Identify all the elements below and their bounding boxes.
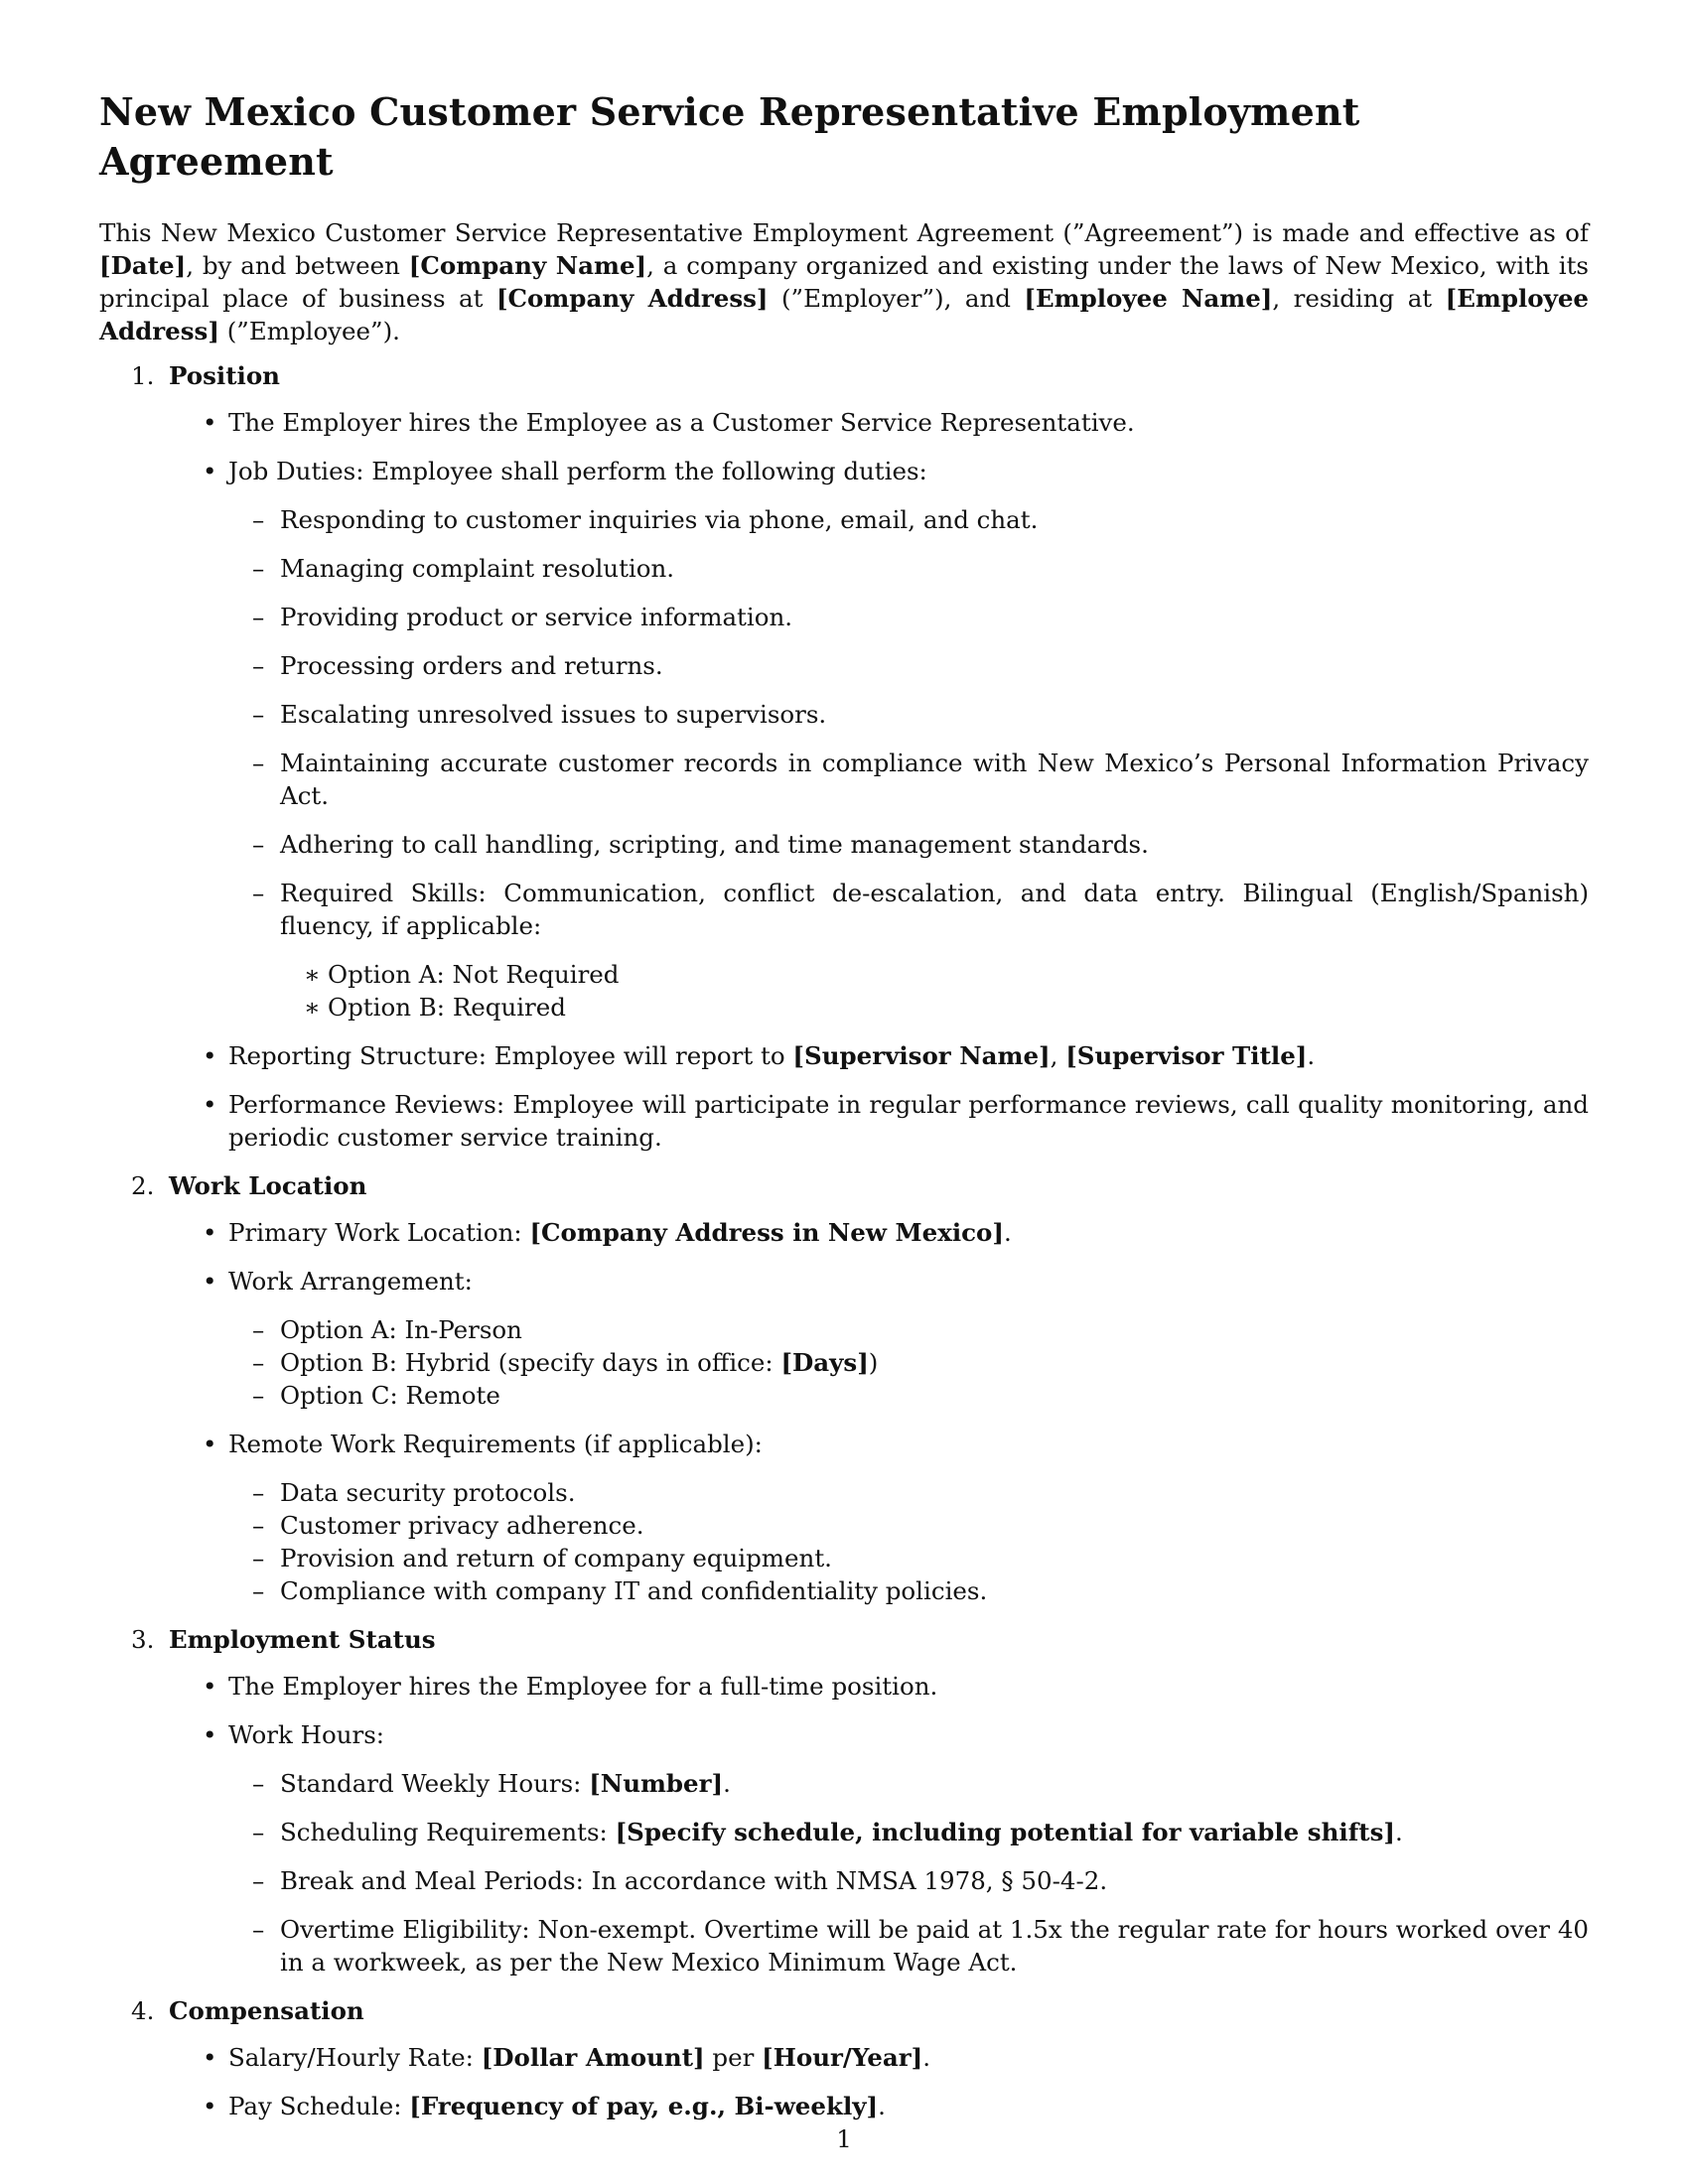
option-item [228, 1346, 1589, 1379]
supervisor-name-placeholder: [Supervisor Name] [792, 1041, 1051, 1070]
list-item [169, 455, 1589, 1024]
document-title: New Mexico Customer Service Representative Employment Agreement [99, 89, 1360, 184]
duties-list [228, 503, 1589, 1024]
list-item [169, 1428, 1589, 1607]
list-item [169, 1039, 1589, 1072]
item-text: , [1050, 1041, 1066, 1070]
document-page [99, 87, 1589, 2138]
dollar-amount-placeholder: [Dollar Amount] [481, 2043, 705, 2072]
item-text: Standard Weekly Hours: [280, 1769, 590, 1798]
hours-item: – Break and Meal Periods: In accordance with NMSA 1978, § 50-4-2. [228, 1864, 1589, 1897]
intro-text: (”Employer”), and [768, 284, 1025, 313]
bullet-list [169, 406, 1589, 1154]
intro-text: This New Mexico Customer Service Representative Employment Agreement (”Agreement”) is made and effective as of [99, 218, 1589, 247]
rate-unit-placeholder: [Hour/Year] [762, 2043, 923, 2072]
company-address-placeholder: [Company Address] [495, 284, 769, 313]
item-text: . [878, 2092, 886, 2120]
section-position [99, 359, 1589, 1154]
intro-text: , by and between [186, 251, 409, 280]
section-number: 2. [131, 1171, 155, 1200]
employee-name-placeholder: [Employee Name] [1024, 284, 1273, 313]
item-text: Job Duties: Employee shall perform the following duties: [228, 457, 927, 485]
item-text: Required Skills: Communication, conflict de-escalation, and data entry. Bilingual (English/Spanish) fluency, if applicable: [280, 879, 1589, 940]
item-text: . [1003, 1218, 1012, 1247]
company-name-placeholder: [Company Name] [408, 251, 647, 280]
section-heading [131, 1994, 1589, 2027]
hours-item [228, 1816, 1589, 1848]
work-hours-list [228, 1767, 1589, 1979]
duty-item: – Adhering to call handling, scripting, and time management standards. [228, 828, 1589, 861]
intro-text: (”Employee”). [218, 317, 400, 345]
item-text: Reporting Structure: Employee will report to [228, 1041, 793, 1070]
days-placeholder: [Days] [780, 1348, 869, 1377]
section-work-location [99, 1169, 1589, 1607]
option-item: ∗ Option B: Required [280, 991, 1589, 1024]
item-text: . [922, 2043, 930, 2072]
section-heading [131, 1169, 1589, 1202]
duty-item [228, 877, 1589, 1024]
duty-item: – Managing complaint resolution. [228, 552, 1589, 585]
item-text: Scheduling Requirements: [280, 1818, 616, 1846]
hours-item [228, 1767, 1589, 1800]
arrangement-options [228, 1313, 1589, 1412]
section-number: 3. [131, 1625, 155, 1654]
supervisor-title-placeholder: [Supervisor Title] [1065, 1041, 1308, 1070]
item-text: Pay Schedule: [228, 2092, 410, 2120]
option-item: – Option C: Remote [228, 1379, 1589, 1412]
item-text: Salary/Hourly Rate: [228, 2043, 482, 2072]
requirement-item: – Data security protocols. [228, 1476, 1589, 1509]
item-text: Option B: Hybrid (specify days in office: [280, 1348, 781, 1377]
item-text: . [1394, 1818, 1403, 1846]
bilingual-options [280, 958, 1589, 1024]
section-heading [131, 1623, 1589, 1656]
number-placeholder: [Number] [589, 1769, 724, 1798]
item-text: Primary Work Location: [228, 1218, 530, 1247]
section-number: 1. [131, 361, 155, 390]
list-item [169, 1216, 1589, 1249]
requirement-item: – Compliance with company IT and confidentiality policies. [228, 1574, 1589, 1607]
bullet-list [169, 2041, 1589, 2122]
duty-item: – Processing orders and returns. [228, 649, 1589, 682]
hours-item: – Overtime Eligibility: Non-exempt. Overtime will be paid at 1.5x the regular rate for hours worked over 40 in a workweek, as per the New Mexico Minimum Wage Act. [228, 1913, 1589, 1979]
duty-item: – Providing product or service information. [228, 601, 1589, 633]
schedule-placeholder: [Specify schedule, including potential for variable shifts] [615, 1818, 1395, 1846]
work-location-placeholder: [Company Address in New Mexico] [529, 1218, 1004, 1247]
pay-frequency-placeholder: [Frequency of pay, e.g., Bi-weekly] [409, 2092, 879, 2120]
requirement-item: – Provision and return of company equipment. [228, 1542, 1589, 1574]
item-text: Work Arrangement: [228, 1267, 473, 1296]
list-item: • Performance Reviews: Employee will participate in regular performance reviews, call quality monitoring, and periodic customer service training. [169, 1088, 1589, 1154]
item-text: per [704, 2043, 763, 2072]
list-item [169, 1718, 1589, 1979]
duty-item: – Maintaining accurate customer records in compliance with New Mexico’s Personal Information Privacy Act. [228, 747, 1589, 812]
intro-text: , residing at [1272, 284, 1446, 313]
list-item [169, 2090, 1589, 2122]
bullet-list [169, 1216, 1589, 1607]
list-item: • The Employer hires the Employee for a full-time position. [169, 1670, 1589, 1703]
option-item: ∗ Option A: Not Required [280, 958, 1589, 991]
section-title: Position [169, 361, 280, 390]
item-text: ) [868, 1348, 879, 1377]
section-compensation [99, 1994, 1589, 2122]
section-title: Compensation [169, 1996, 364, 2025]
section-title: Employment Status [169, 1625, 436, 1654]
section-title: Work Location [169, 1171, 367, 1200]
item-text: . [723, 1769, 731, 1798]
section-heading [131, 359, 1589, 392]
remote-requirements [228, 1476, 1589, 1607]
date-placeholder: [Date] [99, 251, 187, 280]
section-number: 4. [131, 1996, 155, 2025]
option-item: – Option A: In-Person [228, 1313, 1589, 1346]
intro-paragraph [99, 216, 1589, 347]
item-text: Work Hours: [228, 1720, 385, 1749]
duty-item: – Escalating unresolved issues to supervisors. [228, 698, 1589, 731]
intro-text: , a company organized and existing under the laws of New Mexico, with its principal place of business at [99, 251, 1589, 313]
page-number: 1 [836, 2124, 852, 2153]
item-text: Remote Work Requirements (if applicable): [228, 1430, 763, 1458]
list-item [169, 2041, 1589, 2074]
list-item [169, 1265, 1589, 1412]
duty-item: – Responding to customer inquiries via phone, email, and chat. [228, 503, 1589, 536]
section-employment-status [99, 1623, 1589, 1979]
employee-address-placeholder: [Employee Address] [99, 284, 1590, 345]
item-text: . [1307, 1041, 1316, 1070]
sections-list [99, 359, 1589, 2122]
requirement-item: – Customer privacy adherence. [228, 1509, 1589, 1542]
bullet-list [169, 1670, 1589, 1979]
list-item: • The Employer hires the Employee as a Customer Service Representative. [169, 406, 1589, 439]
